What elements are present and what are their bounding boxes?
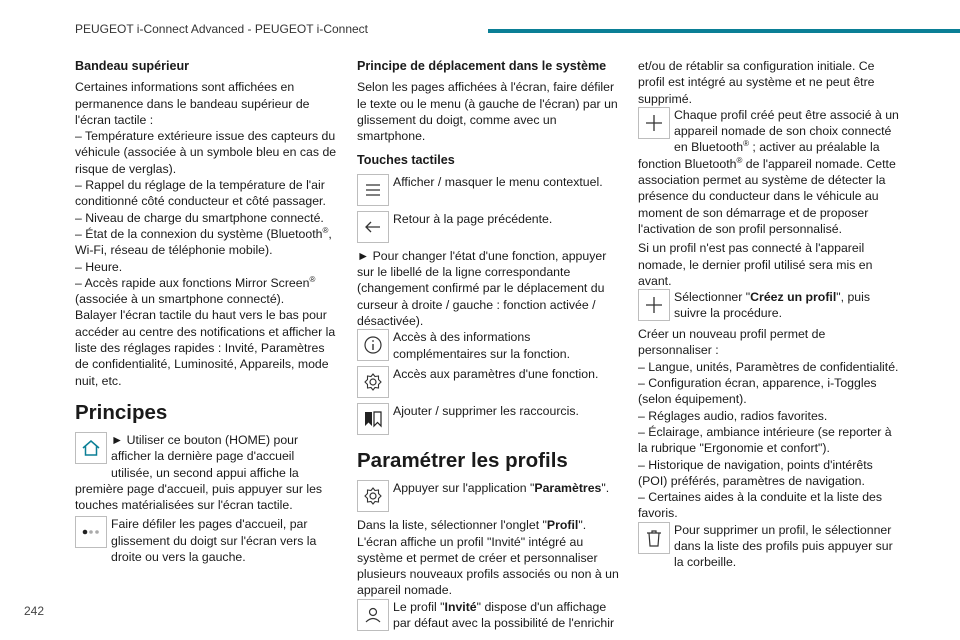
menu-icon [357,174,389,206]
trash-icon [638,522,670,554]
heading-principes: Principes [75,400,168,424]
home-icon [75,432,107,464]
para-selon: Selon les pages affichées à l'écran, faire défiler le texte ou le menu (à gauche de l'écran) par un glissement du doigt, comme avec un smartphone. [357,80,618,144]
heading-principe-deplacement: Principe de déplacement dans le système [357,59,607,73]
para-defiler: Faire défiler les pages d'accueil, par glissement du doigt sur l'écran vers la droite ou vers la gauche. [111,517,317,565]
list-item: – Configuration écran, apparence, i-Toggles (selon équipement). [638,376,877,407]
running-header: PEUGEOT i-Connect Advanced - PEUGEOT i-Connect [75,22,369,36]
para-nouveau: Créer un nouveau profil permet de personnaliser : [638,327,826,358]
text-menu: Afficher / masquer le menu contextuel. [393,174,603,189]
list-item: – Accès rapide aux fonctions Mirror Screen® (associée à un smartphone connecté). [75,274,316,307]
page-number: 242 [24,604,45,618]
list-item: – Niveau de charge du smartphone connecté. [75,210,324,225]
user-icon [357,599,389,631]
heading-bandeau: Bandeau supérieur [75,59,190,73]
para-invite: Le profil "Invité" dispose d'un affichage par défaut avec la possibilité de l'enrichir [393,599,615,631]
para-balayer: Balayer l'écran tactile du haut vers le bas pour accéder au centre des notifications et afficher la liste des réglages rapides : Invité, Paramètres de confidentialité, Luminosité, Appareils, mode nuit, etc. [75,308,336,388]
heading-touches: Touches tactiles [357,153,455,168]
para-appuyer: Appuyer sur l'application "Paramètres". [393,481,610,496]
para-intro: Certaines informations sont affichées en permanence dans le bandeau supérieur de l'écran tactile : [75,80,310,127]
gear-icon [357,366,389,398]
gear-icon [357,480,389,512]
plus-icon [638,107,670,139]
list-item: – État de la connexion du système (Bluetooth®, Wi-Fi, réseau de téléphonie mobile). [75,225,332,258]
para-supprimer: Pour supprimer un profil, le sélectionner dans la liste des profils puis appuyer sur la corbeille. [674,522,893,570]
header-accent-bar [488,29,960,33]
para-ecran: L'écran affiche un profil "Invité" intégré au système et permet de créer et personnaliser plusieurs nouveaux profils associés ou non à un appareil nomade. [357,534,619,598]
page-dots-icon [75,516,107,548]
heading-profils: Paramétrer les profils [357,449,568,473]
bookmark-icon [357,403,389,435]
list-item: – Heure. [75,259,123,274]
list-item: – Langue, unités, Paramètres de confidentialité. [638,359,899,374]
list-item: – Température extérieure issue des capteurs du véhicule (associée à un symbole bleu en cas de risque de verglas). [75,129,337,176]
list-item: – Certaines aides à la conduite et la liste des favoris. [638,490,883,521]
list-item: – Éclairage, ambiance intérieure (se reporter à la rubrique "Ergonomie et confort"). [638,424,892,456]
column-3 [638,58,900,574]
para-chaque-profil: Chaque profil créé peut être associé à un appareil nomade de son choix connecté en Bluetooth® ; activer au préalable la fonction Bluetooth® de l'appareil nomade. Cette association permet au système de détecter la présence du conducteur dans le véhicule au moment de son démarrage et de proposer l'activation de son profil personnalisé. [638,107,899,236]
text-info: Accès à des informations complémentaires sur la fonction. [393,330,571,361]
para-sinon: Si un profil n'est pas connecté à l'appareil nomade, le dernier profil utilisé sera mis en avant. [638,241,873,288]
info-icon [357,329,389,361]
para-creer: Sélectionner "Créez un profil", puis suivre la procédure. [674,290,871,321]
para-continuation: et/ou de rétablir sa configuration initiale. Ce profil est intégré au système et ne peut être supprimé. [638,59,875,106]
back-arrow-icon [357,211,389,243]
text-raccourcis: Ajouter / supprimer les raccourcis. [393,404,579,419]
column-1 [75,58,337,568]
list-item: – Rappel du réglage de la température de l'air conditionné côté conducteur et côté passager. [75,178,326,209]
list-item: – Historique de navigation, points d'intérêts (POI) préférés, paramètres de navigation. [638,457,873,488]
para-home: ► Utiliser ce bouton (HOME) pour afficher la dernière page d'accueil utilisée, un second appui affiche la première page d'accueil, puis appuyer sur les touches matérialisées sur l'écran tactile. [75,432,323,513]
column-2 [357,58,619,636]
text-retour: Retour à la page précédente. [393,211,553,226]
para-dans-liste: Dans la liste, sélectionner l'onglet "Profil". [357,518,587,533]
para-changer: ► Pour changer l'état d'une fonction, appuyer sur le libellé de la ligne correspondante (changement confirmé par le déplacement du curseur à droite / gauche : fonction activée / désactivée). [357,248,607,328]
plus-icon [638,289,670,321]
list-item: – Réglages audio, radios favorites. [638,408,828,423]
text-param: Accès aux paramètres d'une fonction. [393,367,599,382]
